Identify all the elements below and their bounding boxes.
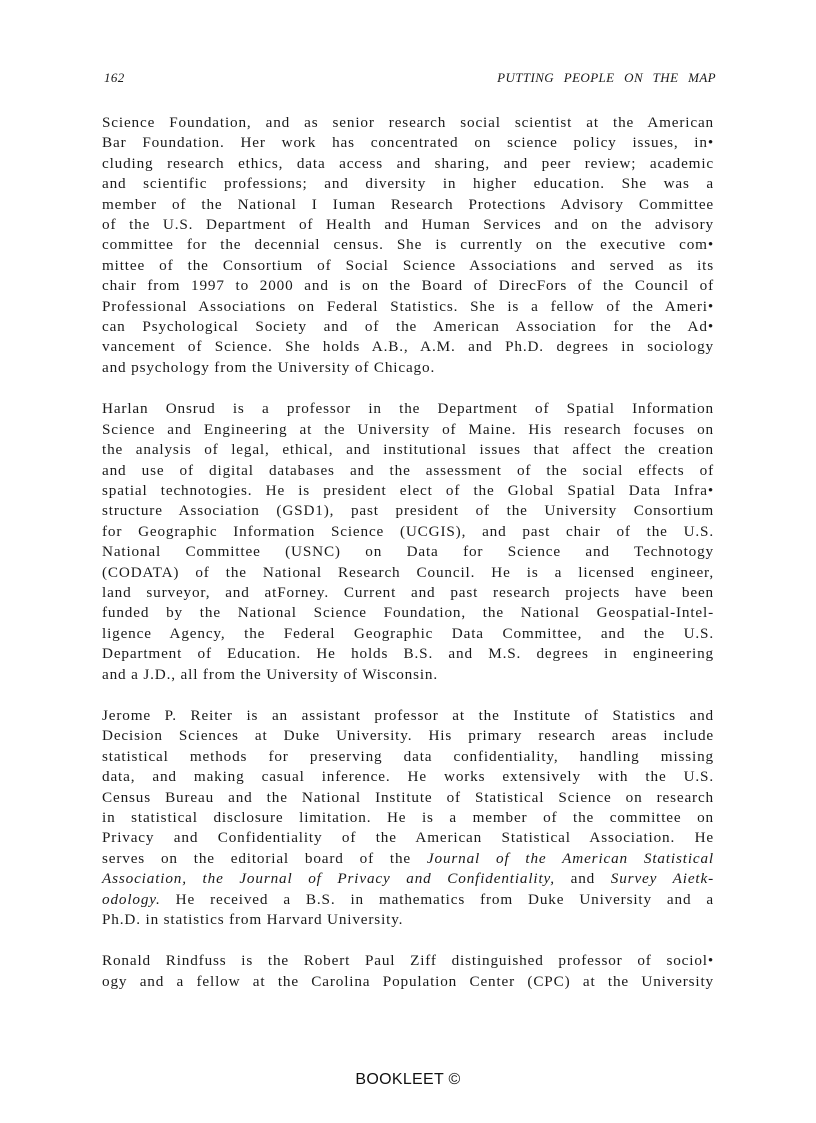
text-line: chair from 1997 to 2000 and is on the Board of DirecFors of the Council of xyxy=(102,277,714,295)
paragraph-bio-rindfuss xyxy=(102,951,714,992)
text-line: Bar Foundation. Her work has concentrated on science policy issues, in• xyxy=(102,134,714,152)
text-line: structure Association (GSD1), past president of the University Consortium xyxy=(102,502,714,520)
paragraph-bio-reiter xyxy=(102,706,714,930)
watermark-footer: BOOKLEET © xyxy=(355,1071,461,1088)
running-title: PUTTING PEOPLE ON THE MAP xyxy=(497,70,716,85)
text-line: Harlan Onsrud is a professor in the Department of Spatial Information xyxy=(102,400,714,418)
text-line: Department of Education. He holds B.S. and M.S. degrees in engineering xyxy=(102,645,714,663)
text-line: ogy and a fellow at the Carolina Population Center (CPC) at the University xyxy=(102,972,714,990)
text-line: Jerome P. Reiter is an assistant professor at the Institute of Statistics and xyxy=(102,706,714,724)
journal-title: Association, the Journal of Privacy and Confidentiality, xyxy=(102,870,555,888)
text-line: Privacy and Confidentiality of the American Statistical Association. He xyxy=(102,829,714,847)
text-run: He received a B.S. in mathematics from Duke University and a xyxy=(160,890,714,908)
text-line: can Psychological Society and of the American Association for the Ad• xyxy=(102,318,714,336)
text-line: data, and making casual inference. He works extensively with the U.S. xyxy=(102,768,714,786)
page-body xyxy=(102,113,714,1013)
text-line: (CODATA) of the National Research Council. He is a licensed engineer, xyxy=(102,563,714,581)
text-line: member of the National I Iuman Research Protections Advisory Committee xyxy=(102,195,714,213)
paragraph-bio-onsrud xyxy=(102,399,714,685)
text-line: vancement of Science. She holds A.B., A.M. and Ph.D. degrees in sociology xyxy=(102,338,714,356)
text-line: Science and Engineering at the University of Maine. His research focuses on xyxy=(102,420,714,438)
text-line: statistical methods for preserving data confidentiality, handling missing xyxy=(102,747,714,765)
text-line: the analysis of legal, ethical, and institutional issues that affect the creation xyxy=(102,441,714,459)
running-header xyxy=(104,70,716,90)
text-line: and a J.D., all from the University of Wisconsin. xyxy=(102,665,439,683)
journal-title: Survey Aietk- xyxy=(610,870,714,888)
text-line: Ph.D. in statistics from Harvard University. xyxy=(102,911,404,929)
text-line xyxy=(102,869,714,889)
text-line: of the U.S. Department of Health and Human Services and on the advisory xyxy=(102,216,714,234)
text-line: and use of digital databases and the assessment of the social effects of xyxy=(102,461,714,479)
text-line: Decision Sciences at Duke University. His primary research areas include xyxy=(102,727,714,745)
text-run: and xyxy=(554,870,611,888)
text-line: and scientific professions; and diversity in higher education. She was a xyxy=(102,175,714,193)
text-line: cluding research ethics, data access and sharing, and peer review; academic xyxy=(102,154,714,172)
text-line: ligence Agency, the Federal Geographic Data Committee, and the U.S. xyxy=(102,624,714,642)
text-line: funded by the National Science Foundation, the National Geospatial-Intel- xyxy=(102,604,714,622)
text-line: committee for the decennial census. She is currently on the executive com• xyxy=(102,236,714,254)
paragraph-bio-continuation xyxy=(102,113,714,378)
journal-title: odology. xyxy=(102,890,161,908)
text-line: Professional Associations on Federal Statistics. She is a fellow of the Ameri• xyxy=(102,297,714,315)
text-line xyxy=(102,890,714,910)
text-line: and psychology from the University of Chicago. xyxy=(102,358,436,376)
text-line xyxy=(102,849,714,869)
text-line: spatial technotogies. He is president elect of the Global Spatial Data Infra• xyxy=(102,481,714,499)
page-number: 162 xyxy=(104,70,125,85)
text-line: mittee of the Consortium of Social Science Associations and served as its xyxy=(102,256,714,274)
text-line: in statistical disclosure limitation. He is a member of the committee on xyxy=(102,809,714,826)
journal-title: Journal of the American Statistical xyxy=(426,849,714,867)
text-line: National Committee (USNC) on Data for Science and Technotogy xyxy=(102,543,714,561)
text-line: Science Foundation, and as senior research social scientist at the American xyxy=(102,114,714,131)
text-line: Census Bureau and the National Institute of Statistical Science on research xyxy=(102,788,714,806)
text-line: Ronald Rindfuss is the Robert Paul Ziff distinguished professor of sociol• xyxy=(102,952,714,970)
text-run: serves on the editorial board of the xyxy=(102,849,427,867)
text-line: land surveyor, and atForney. Current and past research projects have been xyxy=(102,583,714,601)
text-line: for Geographic Information Science (UCGIS), and past chair of the U.S. xyxy=(102,522,714,540)
